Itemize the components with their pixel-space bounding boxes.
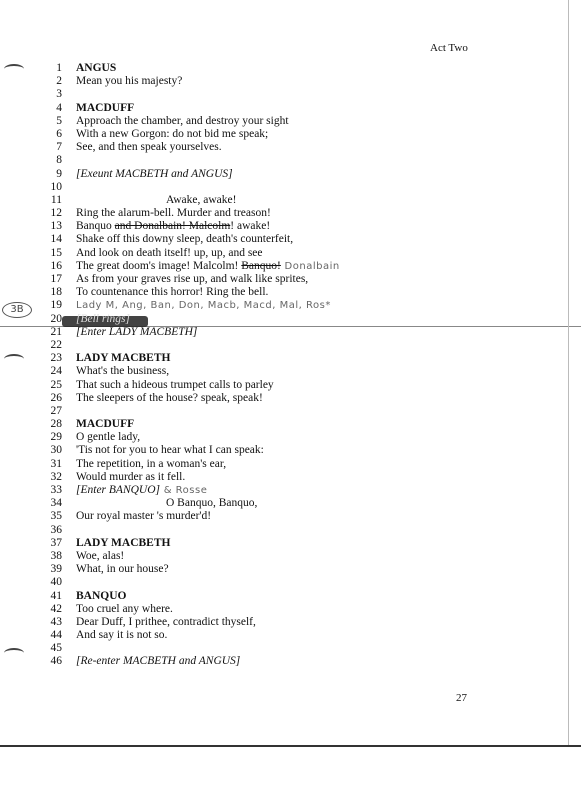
line-text bbox=[76, 299, 331, 312]
script-line bbox=[38, 379, 340, 392]
script-line bbox=[38, 62, 340, 75]
line-number: 20 bbox=[50, 312, 62, 325]
line-number: 23 bbox=[50, 352, 62, 365]
line-number: 40 bbox=[50, 576, 62, 589]
line-text bbox=[76, 550, 124, 563]
dialogue-text: Dear Duff, I prithee, contradict thyself, bbox=[76, 615, 256, 628]
line-text bbox=[76, 616, 256, 629]
script-line bbox=[38, 194, 340, 207]
script-line bbox=[38, 458, 340, 471]
dialogue-text: Awake, awake! bbox=[166, 193, 237, 206]
line-number: 33 bbox=[50, 484, 62, 496]
line-number: 9 bbox=[56, 167, 62, 180]
line-number: 6 bbox=[56, 127, 62, 140]
line-text bbox=[76, 510, 211, 523]
line-number: 31 bbox=[50, 457, 62, 470]
line-text bbox=[76, 194, 236, 207]
dialogue-text: Our royal master 's murder'd! bbox=[76, 510, 212, 523]
script-line bbox=[38, 484, 340, 497]
stage-direction: [Enter BANQUO] bbox=[76, 484, 161, 496]
line-number: 24 bbox=[50, 365, 62, 378]
line-number: 19 bbox=[50, 299, 62, 312]
script-lines bbox=[38, 62, 340, 669]
line-number: 5 bbox=[56, 114, 62, 127]
script-line bbox=[38, 629, 340, 642]
dialogue-text: And say it is not so. bbox=[76, 629, 168, 642]
page-edge bbox=[568, 0, 569, 745]
dialogue-text: What's the business, bbox=[76, 365, 170, 378]
stage-direction: [Exeunt MACBETH and ANGUS] bbox=[76, 167, 233, 180]
script-line bbox=[38, 233, 340, 246]
script-line bbox=[38, 405, 340, 418]
line-number: 14 bbox=[50, 233, 62, 246]
script-line bbox=[38, 418, 340, 431]
dialogue-text: To countenance this horror! Ring the bell. bbox=[76, 286, 269, 299]
line-number: 29 bbox=[50, 431, 62, 444]
line-text bbox=[76, 379, 274, 392]
line-text bbox=[76, 365, 169, 378]
dialogue-text: With a new Gorgon: do not bid me speak; bbox=[76, 127, 269, 140]
line-number: 43 bbox=[50, 615, 62, 628]
line-text bbox=[76, 102, 134, 115]
script-line bbox=[38, 286, 340, 299]
line-number: 7 bbox=[56, 141, 62, 154]
line-text bbox=[76, 418, 134, 431]
script-line bbox=[38, 352, 340, 365]
dialogue-text: What, in our house? bbox=[76, 563, 169, 576]
script-line bbox=[38, 550, 340, 563]
script-line bbox=[38, 154, 340, 167]
line-text bbox=[76, 62, 116, 75]
line-number: 2 bbox=[56, 75, 62, 88]
line-text bbox=[76, 590, 126, 603]
line-text bbox=[76, 352, 170, 365]
page-number: 27 bbox=[456, 692, 467, 704]
page-bottom-edge bbox=[0, 745, 581, 747]
script-line bbox=[38, 168, 340, 181]
script-line bbox=[38, 444, 340, 457]
dialogue-text: Would murder as it fell. bbox=[76, 470, 186, 483]
script-line bbox=[38, 497, 340, 510]
line-text bbox=[76, 313, 130, 326]
dialogue-text: That such a hideous trumpet calls to parley bbox=[76, 378, 274, 391]
script-line bbox=[38, 88, 340, 101]
line-text bbox=[76, 207, 271, 220]
dialogue-text: Ring the alarum-bell. Murder and treason! bbox=[76, 207, 271, 220]
speaker-name: MACDUFF bbox=[76, 418, 135, 431]
script-line bbox=[38, 392, 340, 405]
dialogue-text: Banquo bbox=[76, 220, 115, 233]
script-line bbox=[38, 247, 340, 260]
line-text bbox=[76, 444, 264, 457]
line-number: 12 bbox=[50, 207, 62, 220]
script-line bbox=[38, 141, 340, 154]
script-line bbox=[38, 128, 340, 141]
dialogue-text: The sleepers of the house? speak, speak! bbox=[76, 391, 263, 404]
script-line bbox=[38, 576, 340, 589]
line-number: 46 bbox=[50, 655, 62, 668]
line-text bbox=[76, 563, 169, 576]
line-text bbox=[76, 286, 268, 299]
line-number: 15 bbox=[50, 246, 62, 259]
dialogue-text: 'Tis not for you to hear what I can speak: bbox=[76, 444, 264, 457]
speaker-name: MACDUFF bbox=[76, 101, 135, 114]
line-text bbox=[76, 115, 289, 128]
line-text bbox=[76, 629, 167, 642]
line-number: 30 bbox=[50, 444, 62, 457]
line-number: 13 bbox=[50, 220, 62, 233]
script-line bbox=[38, 563, 340, 576]
dialogue-text: See, and then speak yourselves. bbox=[76, 141, 222, 154]
margin-tick-mark bbox=[4, 648, 24, 658]
line-number: 1 bbox=[56, 62, 62, 74]
line-text bbox=[76, 75, 182, 88]
line-text bbox=[76, 497, 257, 510]
line-number: 22 bbox=[50, 338, 62, 351]
line-text bbox=[76, 260, 340, 273]
line-number: 8 bbox=[56, 154, 62, 167]
script-line bbox=[38, 431, 340, 444]
line-number: 44 bbox=[50, 629, 62, 642]
line-text bbox=[76, 458, 226, 471]
line-text bbox=[76, 431, 140, 444]
stage-direction: [Re-enter MACBETH and ANGUS] bbox=[76, 655, 241, 668]
line-number: 18 bbox=[50, 286, 62, 299]
script-line bbox=[38, 603, 340, 616]
script-line bbox=[38, 471, 340, 484]
line-number: 16 bbox=[50, 259, 62, 272]
handwritten-note: Donalbain bbox=[280, 260, 340, 272]
handwritten-note: & Rosse bbox=[160, 485, 208, 496]
dialogue-text: Approach the chamber, and destroy your sight bbox=[76, 114, 289, 127]
script-line bbox=[38, 524, 340, 537]
script-line bbox=[38, 75, 340, 88]
speaker-name: LADY MACBETH bbox=[76, 352, 171, 365]
script-line bbox=[38, 365, 340, 378]
script-line bbox=[38, 616, 340, 629]
line-number: 17 bbox=[50, 273, 62, 285]
speaker-name: ANGUS bbox=[76, 62, 117, 74]
dialogue-text: The repetition, in a woman's ear, bbox=[76, 457, 227, 470]
struck-text: and Donalbain! Malcolm bbox=[114, 220, 231, 233]
speaker-name: BANQUO bbox=[76, 589, 127, 602]
script-line bbox=[38, 181, 340, 194]
line-number: 4 bbox=[56, 101, 62, 114]
dialogue-text: Mean you his majesty? bbox=[76, 75, 183, 88]
line-text bbox=[76, 392, 263, 405]
line-text bbox=[76, 326, 197, 339]
line-number: 27 bbox=[50, 404, 62, 417]
line-text bbox=[76, 247, 263, 260]
stage-direction: [Enter LADY MACBETH] bbox=[76, 325, 198, 338]
handwritten-note: Lady M, Ang, Ban, Don, Macb, Macd, Mal, Ros* bbox=[76, 300, 331, 312]
line-number: 42 bbox=[50, 602, 62, 615]
line-number: 36 bbox=[50, 523, 62, 536]
annotation-circle-label: 3B bbox=[2, 302, 32, 318]
line-text bbox=[76, 273, 308, 286]
script-line bbox=[38, 313, 340, 326]
margin-tick-mark bbox=[4, 354, 24, 364]
script-line bbox=[38, 220, 340, 233]
line-text bbox=[76, 233, 293, 246]
line-text bbox=[76, 655, 240, 668]
line-number: 35 bbox=[50, 510, 62, 523]
dialogue-text: And look on death itself! up, up, and see bbox=[76, 246, 263, 259]
line-text bbox=[76, 484, 207, 497]
script-line bbox=[38, 207, 340, 220]
line-number: 26 bbox=[50, 391, 62, 404]
script-line bbox=[38, 260, 340, 273]
script-line bbox=[38, 115, 340, 128]
script-line bbox=[38, 510, 340, 523]
line-number: 39 bbox=[50, 563, 62, 576]
line-number: 3 bbox=[56, 88, 62, 101]
line-number: 32 bbox=[50, 470, 62, 483]
script-line bbox=[38, 339, 340, 352]
script-line bbox=[38, 537, 340, 550]
line-number: 34 bbox=[50, 497, 62, 510]
line-text bbox=[76, 471, 185, 484]
script-line bbox=[38, 590, 340, 603]
act-header: Act Two bbox=[430, 42, 468, 54]
script-line bbox=[38, 655, 340, 668]
script-line bbox=[38, 642, 340, 655]
stage-direction: [Bell rings] bbox=[76, 312, 130, 325]
line-text bbox=[76, 537, 170, 550]
line-number: 25 bbox=[50, 378, 62, 391]
line-text bbox=[76, 220, 270, 233]
struck-text: Banquo! bbox=[241, 259, 281, 272]
line-text bbox=[76, 141, 222, 154]
line-text bbox=[76, 603, 173, 616]
dialogue-text: ! awake! bbox=[230, 220, 271, 233]
line-text bbox=[76, 128, 268, 141]
dialogue-text: As from your graves rise up, and walk like sprites, bbox=[76, 273, 309, 285]
line-number: 28 bbox=[50, 418, 62, 431]
margin-tick-mark bbox=[4, 64, 24, 74]
script-line bbox=[38, 326, 340, 339]
line-number: 38 bbox=[50, 549, 62, 562]
dialogue-text: The great doom's image! Malcolm! bbox=[76, 259, 242, 272]
line-text bbox=[76, 168, 233, 181]
dialogue-text: Too cruel any where. bbox=[76, 602, 173, 615]
dialogue-text: Shake off this downy sleep, death's counterfeit, bbox=[76, 233, 294, 246]
line-number: 41 bbox=[50, 589, 62, 602]
line-number: 10 bbox=[50, 180, 62, 193]
script-line bbox=[38, 299, 340, 312]
line-number: 11 bbox=[50, 193, 62, 206]
dialogue-text: Woe, alas! bbox=[76, 549, 125, 562]
dialogue-text: O Banquo, Banquo, bbox=[166, 497, 258, 510]
line-number: 45 bbox=[50, 642, 62, 655]
line-number: 21 bbox=[50, 325, 62, 338]
dialogue-text: O gentle lady, bbox=[76, 431, 141, 444]
script-line bbox=[38, 102, 340, 115]
line-number: 37 bbox=[50, 536, 62, 549]
script-line bbox=[38, 273, 340, 286]
speaker-name: LADY MACBETH bbox=[76, 536, 171, 549]
